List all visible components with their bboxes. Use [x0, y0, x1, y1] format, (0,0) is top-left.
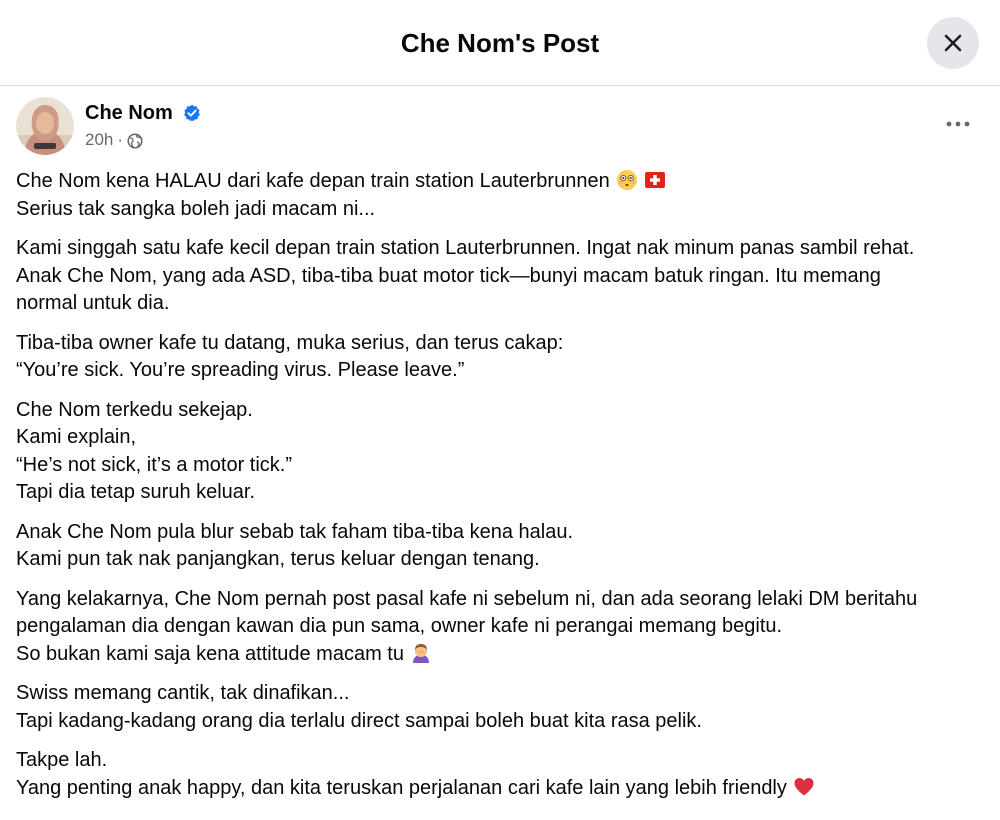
- post-line-text: Yang kelakarnya, Che Nom pernah post pasal kafe ni sebelum ni, dan ada seorang lelaki DM beritahu: [16, 587, 918, 610]
- post-line: [16, 424, 991, 452]
- post-line: [16, 680, 991, 708]
- post-meta: [85, 130, 143, 150]
- post-line-text: Che Nom kena HALAU dari kafe depan train station Lauterbrunnen: [16, 170, 610, 192]
- post-line-text: “He’s not sick, it’s a motor tick.”: [16, 453, 292, 476]
- globe-icon[interactable]: [127, 133, 143, 149]
- close-button[interactable]: [927, 17, 979, 69]
- post-paragraph: [16, 168, 991, 223]
- post-header: [16, 97, 984, 157]
- post-line-text: “You’re sick. You’re spreading virus. Please leave.”: [16, 359, 465, 381]
- person-facepalming-emoji: [410, 642, 432, 664]
- post-line: [16, 613, 991, 641]
- post-line: [16, 330, 991, 358]
- post-line: [16, 235, 991, 263]
- post-line-text: Serius tak sangka boleh jadi macam ni...: [16, 197, 376, 220]
- post-line: [16, 641, 991, 669]
- dialog-header: [0, 0, 1000, 86]
- post-paragraph: [16, 330, 991, 385]
- post-paragraph: [16, 519, 991, 574]
- verified-badge-icon: [183, 104, 201, 122]
- post-paragraph: [16, 747, 991, 802]
- post-line-text: Anak Che Nom pula blur sebab tak faham tiba-tiba kena halau.: [16, 520, 574, 543]
- post-line-text: Kami pun tak nak panjangkan, terus keluar dengan tenang.: [16, 548, 540, 570]
- post-line: [16, 775, 991, 803]
- avatar[interactable]: [16, 97, 74, 155]
- dialog-title: Che Nom's Post: [400, 28, 600, 58]
- more-options-button[interactable]: [943, 109, 973, 139]
- flushed-face-emoji: [616, 169, 638, 191]
- meta-separator: ·: [117, 130, 124, 149]
- post-paragraph: [16, 235, 991, 318]
- post-line-text: Tiba-tiba owner kafe tu datang, muka serius, dan terus cakap:: [16, 331, 564, 354]
- post-paragraph: [16, 397, 991, 507]
- post-line-text: So bukan kami saja kena attitude macam tu: [16, 642, 404, 665]
- author-name[interactable]: Che Nom: [85, 102, 173, 124]
- post-line: [16, 479, 991, 507]
- post-line: [16, 263, 991, 291]
- post-line: [16, 397, 991, 425]
- post-line-text: Takpe lah.: [16, 749, 108, 771]
- post-line-text: Che Nom terkedu sekejap.: [16, 398, 253, 421]
- post-line: [16, 168, 991, 196]
- post-line: [16, 196, 991, 224]
- post-line: [16, 546, 991, 574]
- post-paragraph: [16, 680, 991, 735]
- post-paragraph: [16, 586, 991, 669]
- more-horizontal-icon: [946, 121, 970, 127]
- red-heart-emoji: [793, 776, 815, 798]
- post-line: [16, 708, 991, 736]
- post-line-text: Tapi dia tetap suruh keluar.: [16, 481, 256, 503]
- close-icon: [942, 32, 964, 54]
- post-line: [16, 747, 991, 775]
- post-line: [16, 357, 991, 385]
- post-line-text: pengalaman dia dengan kawan dia pun sama, owner kafe ni perangai memang begitu.: [16, 615, 783, 637]
- post-line-text: Anak Che Nom, yang ada ASD, tiba-tiba buat motor tick—bunyi macam batuk ringan. Itu memang: [16, 264, 881, 287]
- post-line-text: normal untuk dia.: [16, 292, 170, 314]
- post-line: [16, 519, 991, 547]
- post-line-text: Kami singgah satu kafe kecil depan train station Lauterbrunnen. Ingat nak minum panas sambil rehat.: [16, 237, 915, 259]
- post-line-text: Tapi kadang-kadang orang dia terlalu direct sampai boleh buat kita rasa pelik.: [16, 709, 702, 732]
- post-line: [16, 290, 991, 318]
- post-timestamp[interactable]: 20h: [85, 130, 114, 149]
- post-line: [16, 452, 991, 480]
- post-text: [16, 168, 991, 814]
- post-line: [16, 586, 991, 614]
- swiss-flag-emoji: [644, 169, 666, 191]
- post-line-text: Swiss memang cantik, tak dinafikan...: [16, 682, 350, 704]
- post-line-text: Kami explain,: [16, 426, 137, 448]
- post-line-text: Yang penting anak happy, dan kita teruskan perjalanan cari kafe lain yang lebih friendly: [16, 776, 787, 799]
